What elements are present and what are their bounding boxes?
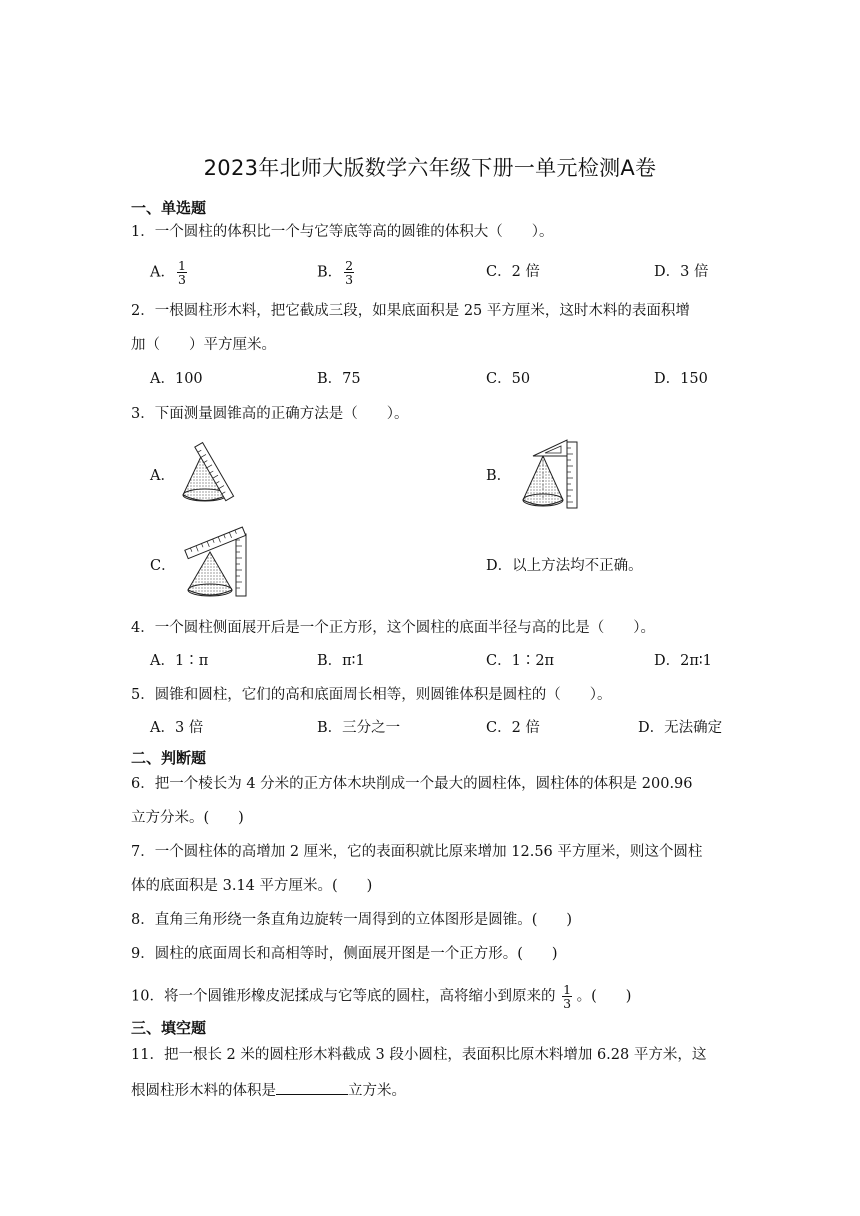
q2-option-d[interactable]: D．150 — [654, 371, 708, 387]
q5-option-a[interactable]: A．3 倍 — [150, 720, 204, 736]
question-11-before: 根圆柱形木料的体积是 — [131, 1083, 276, 1099]
question-10-after: 。( ) — [576, 988, 632, 1005]
question-10-text — [131, 983, 631, 1010]
option-label: A． — [150, 264, 175, 281]
question-7-line-1: 7．一个圆柱体的高增加 2 厘米，它的表面积就比原来增加 12.56 平方厘米，则这个圆柱 — [131, 844, 703, 860]
fraction — [344, 259, 354, 286]
fraction-denominator: 3 — [177, 272, 186, 287]
question-1-text: 1．一个圆柱的体积比一个与它等底等高的圆锥的体积大（ ）。 — [131, 224, 554, 240]
question-4-text: 4．一个圆柱侧面展开后是一个正方形，这个圆柱的底面半径与高的比是（ ）。 — [131, 620, 655, 636]
q4-option-a[interactable]: A．1∶π — [150, 653, 209, 669]
section-heading-true-false: 二、判断题 — [131, 749, 207, 767]
figure-c-cone-two-rulers — [180, 524, 255, 602]
question-11-line-1: 11．把一根长 2 米的圆柱形木料截成 3 段小圆柱，表面积比原木料增加 6.28 平方米，这 — [131, 1047, 707, 1063]
q2-option-c[interactable]: C．50 — [486, 371, 531, 387]
q5-option-d[interactable]: D．无法确定 — [638, 720, 723, 736]
q2-option-b[interactable]: B．75 — [317, 371, 361, 387]
q2-option-a[interactable]: A．100 — [150, 371, 203, 387]
fraction-numerator: 1 — [177, 258, 186, 273]
question-10-before: 10．将一个圆锥形橡皮泥揉成与它等底的圆柱，高将缩小到原来的 — [131, 988, 556, 1005]
question-7-line-2: 体的底面积是 3.14 平方厘米。( ) — [131, 878, 373, 894]
figure-b-cone-triangle-ruler — [515, 438, 585, 512]
question-6-line-2: 立方分米。( ) — [131, 810, 244, 826]
q1-option-a[interactable] — [150, 259, 187, 286]
section-heading-fill-in: 三、填空题 — [131, 1019, 207, 1037]
q4-option-c[interactable]: C．1∶2π — [486, 653, 555, 669]
fraction-numerator: 2 — [345, 258, 354, 273]
page-title: 2023年北师大版数学六年级下册一单元检测A卷 — [203, 156, 657, 180]
q1-option-d[interactable]: D．3 倍 — [654, 264, 709, 280]
q3-option-c[interactable]: C． — [150, 558, 176, 574]
q4-option-d[interactable]: D．2π∶1 — [654, 653, 712, 669]
fraction-numerator: 1 — [563, 982, 572, 997]
q5-option-c[interactable]: C．2 倍 — [486, 720, 540, 736]
section-heading-single-choice: 一、单选题 — [131, 199, 207, 217]
q3-option-a[interactable]: A． — [150, 468, 175, 484]
fraction — [177, 259, 187, 286]
question-3-text: 3．下面测量圆锥高的正确方法是（ ）。 — [131, 406, 409, 422]
q3-option-d[interactable]: D．以上方法均不正确。 — [486, 558, 643, 574]
answer-blank[interactable] — [276, 1080, 348, 1095]
question-11-line-2 — [131, 1080, 406, 1101]
q4-option-b[interactable]: B．π∶1 — [317, 653, 365, 669]
question-2-line-2: 加（ ）平方厘米。 — [131, 337, 276, 353]
q3-option-b[interactable]: B． — [486, 468, 512, 484]
option-label: B． — [317, 264, 343, 281]
question-5-text: 5．圆锥和圆柱，它们的高和底面周长相等，则圆锥体积是圆柱的（ ）。 — [131, 687, 612, 703]
q1-option-c[interactable]: C．2 倍 — [486, 264, 540, 280]
question-9-text: 9．圆柱的底面周长和高相等时，侧面展开图是一个正方形。( ) — [131, 946, 558, 962]
question-6-line-1: 6．把一个棱长为 4 分米的正方体木块削成一个最大的圆柱体，圆柱体的体积是 200.96 — [131, 776, 693, 792]
fraction-denominator: 3 — [345, 272, 354, 287]
question-2-line-1: 2．一根圆柱形木料，把它截成三段，如果底面积是 25 平方厘米，这时木料的表面积增 — [131, 303, 690, 319]
q5-option-b[interactable]: B．三分之一 — [317, 720, 401, 736]
figure-a-cone-ruler-slant — [175, 440, 245, 510]
fraction-denominator: 3 — [563, 996, 572, 1011]
question-11-after: 立方米。 — [348, 1083, 406, 1099]
question-8-text: 8．直角三角形绕一条直角边旋转一周得到的立体图形是圆锥。( ) — [131, 912, 573, 928]
fraction — [562, 983, 572, 1010]
q1-option-b[interactable] — [317, 259, 354, 286]
